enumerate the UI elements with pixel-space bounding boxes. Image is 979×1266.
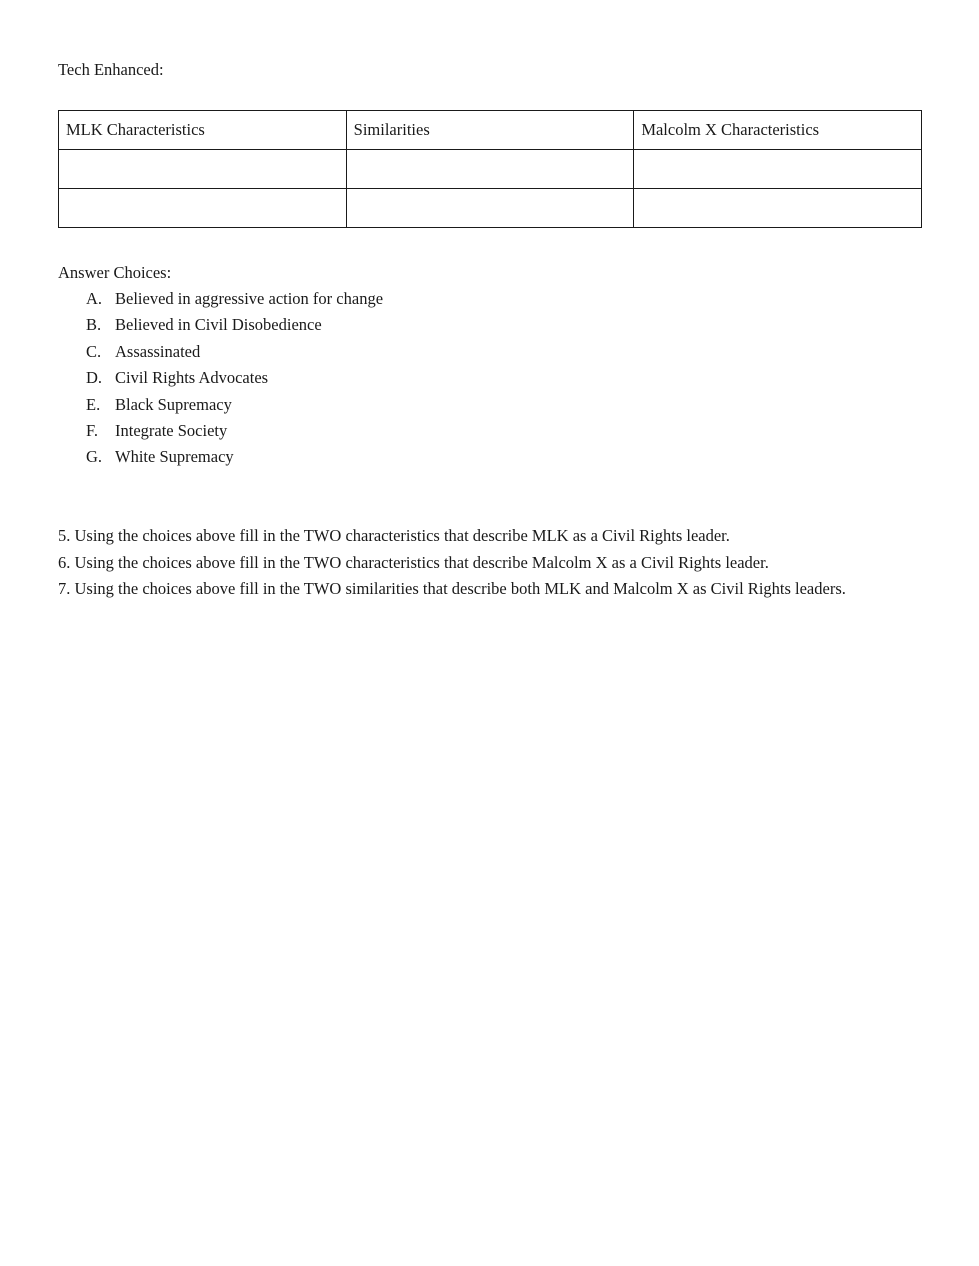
mlk-answer-cell-1[interactable]	[59, 150, 347, 189]
choice-letter: D.	[86, 368, 103, 388]
choice-letter: G.	[86, 447, 103, 467]
questions-list	[58, 526, 846, 606]
choice-letter: E.	[86, 394, 101, 414]
comparison-table	[58, 110, 922, 228]
question-6: 6. Using the choices above fill in the TWO characteristics that describe Malcolm X as a Civil Rights leader.	[58, 552, 769, 572]
choice-letter: C.	[86, 341, 102, 361]
malcolm-x-answer-cell-2[interactable]	[634, 189, 922, 228]
choice-letter: F.	[86, 420, 98, 440]
malcolm-x-answer-cell-1[interactable]	[634, 150, 922, 189]
section-heading: Tech Enhanced:	[58, 60, 164, 79]
table-row	[59, 150, 922, 189]
choice-letter: A.	[86, 289, 103, 308]
similarity-answer-cell-1[interactable]	[346, 150, 634, 189]
similarity-answer-cell-2[interactable]	[346, 189, 634, 228]
choice-text: Black Supremacy	[115, 394, 232, 414]
choice-letter: B.	[86, 315, 102, 335]
choice-text: Civil Rights Advocates	[115, 368, 269, 388]
choice-text: Believed in aggressive action for change	[115, 289, 384, 308]
choice-text: White Supremacy	[115, 447, 234, 467]
header-mlk-characteristics: MLK Characteristics	[59, 111, 347, 150]
choice-text: Assassinated	[115, 341, 201, 361]
table-row	[59, 189, 922, 228]
question-5: 5. Using the choices above fill in the TWO characteristics that describe MLK as a Civil Rights leader.	[58, 526, 730, 545]
mlk-answer-cell-2[interactable]	[59, 189, 347, 228]
choice-text: Believed in Civil Disobedience	[115, 315, 322, 335]
table-header-row	[59, 111, 922, 150]
choice-text: Integrate Society	[115, 420, 228, 440]
answer-choices-label: Answer Choices:	[58, 263, 172, 282]
question-7: 7. Using the choices above fill in the TWO similarities that describe both MLK and Malcolm X as Civil Rights leaders.	[58, 579, 846, 598]
header-malcolm-x-characteristics: Malcolm X Characteristics	[634, 111, 922, 150]
header-similarities: Similarities	[346, 111, 634, 150]
